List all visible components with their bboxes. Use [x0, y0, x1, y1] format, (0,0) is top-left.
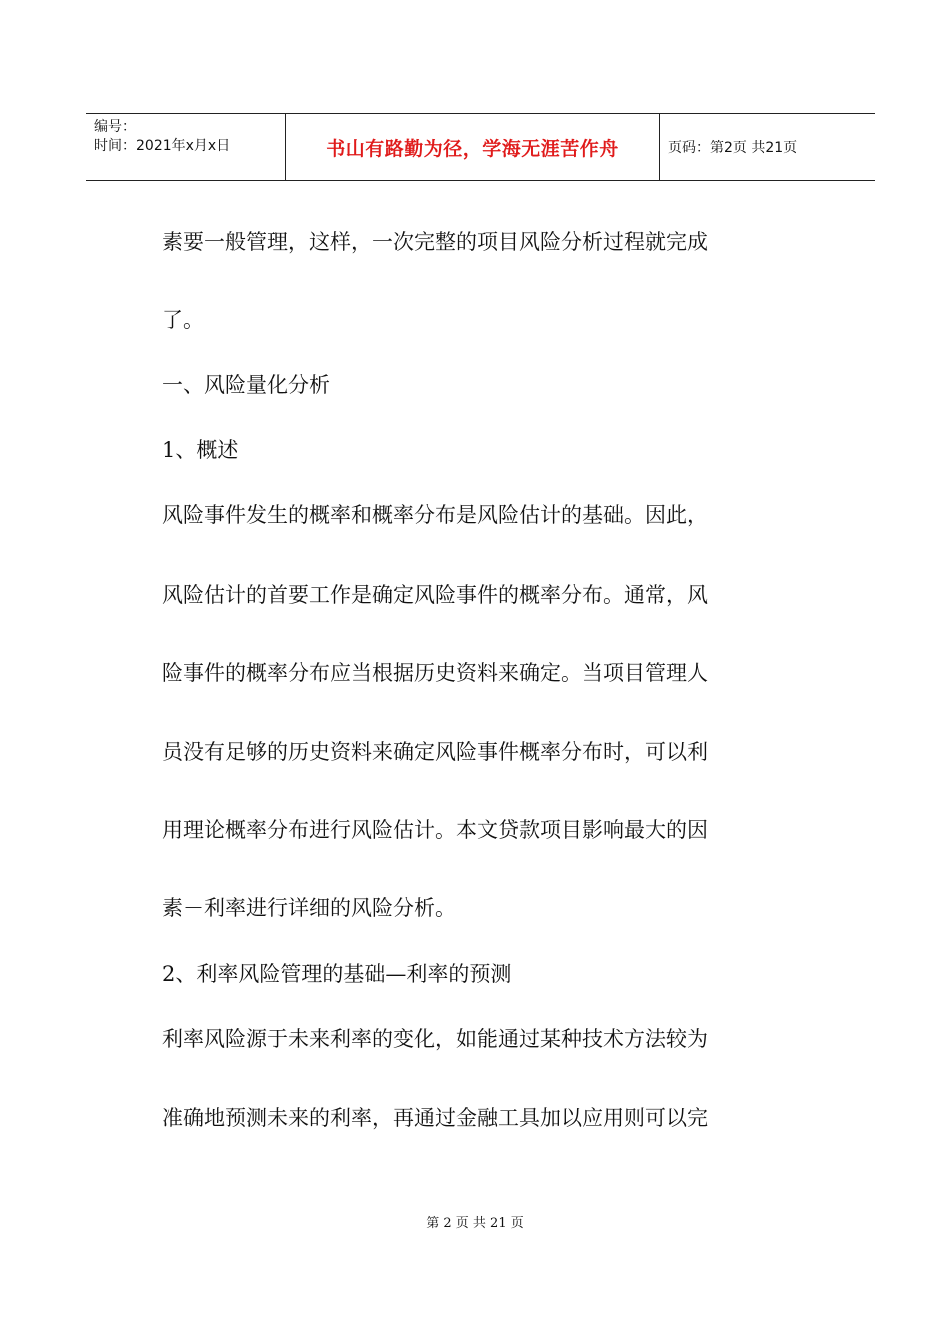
header-motto: 书山有路勤为径，学海无涯苦作舟: [286, 114, 660, 180]
body-line: 利率风险源于未来利率的变化，如能通过某种技术方法较为: [162, 1027, 708, 1051]
body-line: 风险估计的首要工作是确定风险事件的概率分布。通常，风: [162, 583, 708, 607]
body-line: 了。: [162, 308, 204, 332]
document-date: 时间：2021年x月x日: [94, 138, 231, 154]
header-page-info: 页码：第2页 共21页: [668, 140, 798, 156]
page-footer: 第 2 页 共 21 页: [426, 1216, 524, 1231]
page-header: [86, 113, 875, 181]
body-line: 风险事件发生的概率和概率分布是风险估计的基础。因此，: [162, 503, 708, 527]
header-meta: [86, 114, 286, 180]
body-line: 用理论概率分布进行风险估计。本文贷款项目影响最大的因: [162, 818, 708, 842]
body-line: 员没有足够的历史资料来确定风险事件概率分布时，可以利: [162, 740, 708, 764]
body-line: 险事件的概率分布应当根据历史资料来确定。当项目管理人: [162, 661, 708, 685]
subsection-heading: 2、利率风险管理的基础—利率的预测: [162, 962, 512, 986]
body-line: 素要一般管理，这样，一次完整的项目风险分析过程就完成: [162, 230, 708, 254]
body-line: 素－利率进行详细的风险分析。: [162, 896, 456, 920]
document-number-label: 编号：: [94, 119, 136, 135]
section-heading: 一、风险量化分析: [162, 373, 330, 397]
subsection-heading: 1、概述: [162, 438, 239, 462]
body-line: 准确地预测未来的利率，再通过金融工具加以应用则可以完: [162, 1106, 708, 1130]
